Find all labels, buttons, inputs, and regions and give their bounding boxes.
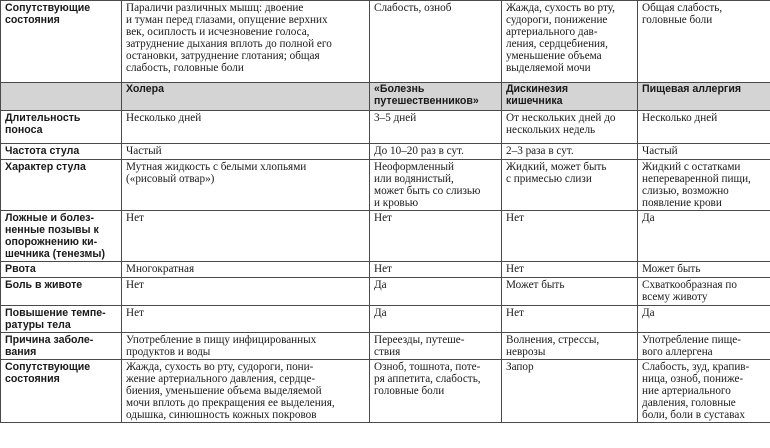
- header-blank: [1, 83, 122, 111]
- cell-col1: Частый: [122, 144, 370, 160]
- table-row: [1, 160, 770, 211]
- cell-col4: Жидкий с остатками непереваренной пищи, слизью, возможно появление крови: [638, 160, 770, 211]
- column-header-dyskinesia: Дискинезия кишечника: [502, 83, 638, 111]
- table-body: [1, 1, 770, 423]
- cell-col3: Жидкий, может быть с примесью слизи: [502, 160, 638, 211]
- table-row: [1, 262, 770, 278]
- cell-col1: Несколько дней: [122, 111, 370, 144]
- cell-col2: Нет: [370, 262, 502, 278]
- cell-col1: Жажда, сухость во рту, судороги, пони- жение артериального давления, сердце- биения, уменьшение объема выделяемой мочи вплоть до прекращения ее выделения, одышка, синюшность кожных покровов: [122, 359, 370, 422]
- cell-col1: Нет: [122, 278, 370, 305]
- cell-col2: Да: [370, 278, 502, 305]
- table-row: [1, 111, 770, 144]
- cell-col3: Запор: [502, 359, 638, 422]
- cell-col1: Мутная жидкость с белыми хлопьями («рисовый отвар»): [122, 160, 370, 211]
- cell-col2: Нет: [370, 211, 502, 262]
- cell-col4: Частый: [638, 144, 770, 160]
- cell-col2: 3–5 дней: [370, 111, 502, 144]
- cell-col3: От нескольких дней до нескольких недель: [502, 111, 638, 144]
- cell-col4: Употребление пище- вого аллергена: [638, 332, 770, 359]
- row-label: Длительность поноса: [1, 111, 122, 144]
- cell-col4: Да: [638, 211, 770, 262]
- cell-col4: Да: [638, 305, 770, 332]
- cell-col2: Да: [370, 305, 502, 332]
- cell-col4: Несколько дней: [638, 111, 770, 144]
- row-label: Боль в животе: [1, 278, 122, 305]
- table-row: [1, 359, 770, 422]
- cell-col2: Озноб, тошнота, поте- ря аппетита, слабость, головные боли: [370, 359, 502, 422]
- cell-col1: Нет: [122, 305, 370, 332]
- table-row: [1, 144, 770, 160]
- row-label: Ложные и болез- ненные позывы к опорожнению ки- шечника (тенезмы): [1, 211, 122, 262]
- column-header-travelers-disease: «Болезнь путешественников»: [370, 83, 502, 111]
- row-label: Повышение темпе- ратуры тела: [1, 305, 122, 332]
- table-row: [1, 211, 770, 262]
- cell-col3: Нет: [502, 305, 638, 332]
- cell-col2: Неоформленный или водянистый, может быть со слизью и кровью: [370, 160, 502, 211]
- cell-col2: До 10–20 раз в сут.: [370, 144, 502, 160]
- column-header-food-allergy: Пищевая аллергия: [638, 83, 770, 111]
- row-label: Частота стула: [1, 144, 122, 160]
- cell-col1: Параличи различных мышц: двоение и туман перед глазами, опущение верхних век, осиплость и исчезновение голоса, затруднение дыхания вплоть до полной его остановки, затруднение глотания; общая слабость, головные боли: [122, 1, 370, 83]
- cell-col3: Жажда, сухость во рту, судороги, понижение артериального дав- ления, сердцебиения, уменьшение объема выделяемой мочи: [502, 1, 638, 83]
- cell-col1: Нет: [122, 211, 370, 262]
- cell-col3: Нет: [502, 211, 638, 262]
- cell-col4: Слабость, зуд, крапив- ница, озноб, пониже- ние артериального давления, головные боли, боли в суставах: [638, 359, 770, 422]
- cell-col3: Может быть: [502, 278, 638, 305]
- cell-col4: Схваткообразная по всему животу: [638, 278, 770, 305]
- row-label: Сопутствующие состояния: [1, 359, 122, 422]
- cell-col2: Слабость, озноб: [370, 1, 502, 83]
- cell-col3: 2–3 раза в сут.: [502, 144, 638, 160]
- table-row: [1, 278, 770, 305]
- row-label: Характер стула: [1, 160, 122, 211]
- table-row: [1, 332, 770, 359]
- cell-col3: Волнения, стрессы, неврозы: [502, 332, 638, 359]
- cell-col3: Нет: [502, 262, 638, 278]
- cell-col4: Общая слабость, головные боли: [638, 1, 770, 83]
- row-label: Причина заболе- вания: [1, 332, 122, 359]
- cell-col2: Переезды, путеше- ствия: [370, 332, 502, 359]
- cell-col1: Употребление в пищу инфицированных продуктов и воды: [122, 332, 370, 359]
- cell-col4: Может быть: [638, 262, 770, 278]
- column-header-cholera: Холера: [122, 83, 370, 111]
- cell-col1: Многократная: [122, 262, 370, 278]
- top-row: [1, 1, 770, 83]
- header-row: [1, 83, 770, 111]
- row-label: Сопутствующие состояния: [1, 1, 122, 83]
- row-label: Рвота: [1, 262, 122, 278]
- table-row: [1, 305, 770, 332]
